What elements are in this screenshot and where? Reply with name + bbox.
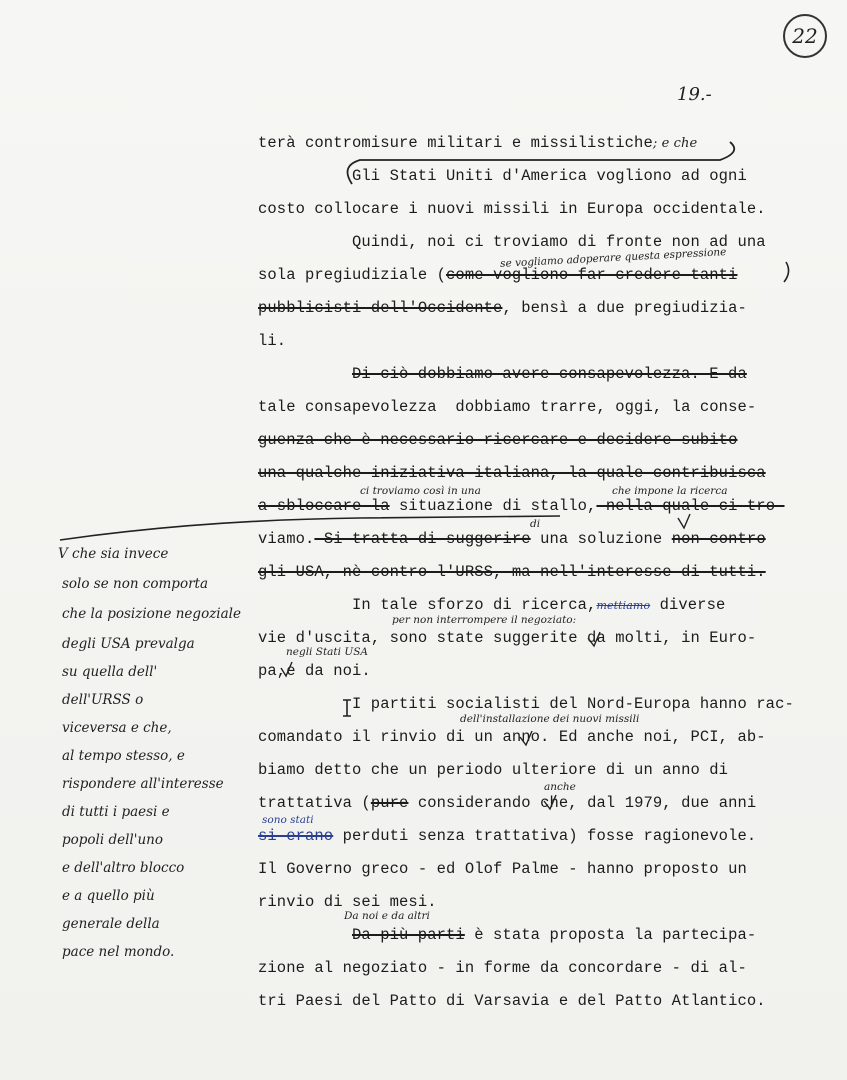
- typed-line: Quindi, noi ci troviamo di fronte non ad una: [352, 233, 766, 251]
- typed-line: terà contromisure militari e missilistiche; e che: [258, 134, 698, 152]
- typed-line: sola pregiudiziale (come vogliono far credere tanti: [258, 266, 738, 284]
- typed-line: pubblicisti dell'Occidente, bensì a due pregiudizia-: [258, 299, 747, 317]
- insertion-missili: dell'installazione dei nuovi missili: [460, 713, 640, 725]
- insertion-che-impone: che impone la ricerca: [612, 485, 728, 497]
- typed-line: In tale sforzo di ricerca,mettiamo diverse: [352, 596, 726, 614]
- typed-line: viamo. Si tratta di suggerire una soluzione non contro: [258, 530, 766, 548]
- caret-mark-2: [588, 632, 600, 646]
- folio-number: 19.-: [677, 84, 712, 105]
- typed-line: I partiti socialisti del Nord-Europa hanno rac-: [352, 695, 794, 713]
- typed-line: Gli Stati Uniti d'America vogliono ad ogni: [352, 167, 747, 185]
- typed-line-struck: gli USA, nè contro l'URSS, ma nell'interesse di tutti.: [258, 563, 766, 581]
- document-page: 22 19.- terà contromisure militari e missilistiche; e che Gli Stati Uniti d'America vogliono ad ogni costo collocare i nuovi missili in Europa occidentale. Quindi, noi ci troviamo di fronte non ad una se vogliamo adoperare questa espressione sola pregiudiziale (come vogliono far credere tanti pubblicisti dell'Occidente, bensì a due pregiudizia- li. Di ciò dobbiamo avere consapevolezza. E da tale consapevolezza dobbiamo trarre, oggi, la conse- guenza che è necessario ricercare e decidere subito una qualche iniziativa italiana, la quale contribuisca ci troviamo così in una che impone la ricerca a sbloccare la situazione di stallo, nella quale ci tro- di viamo. Si tratta di suggerire una soluzione non contro gli USA, nè contro l'URSS, ma nell'interesse di tutti. In tale sforzo di ricerca,mettiamo diverse per non interrompere il negoziato: vie d'uscita, sono state suggerite da molti, in Euro- negli Stati USA pa,e da noi. I partiti socialisti del Nord-Europa hanno rac- dell'installazione dei nuovi missili comandato il rinvio di un anno. Ed anche noi, PCI, ab- biamo detto che un periodo ulteriore di un anno di anche trattativa (pure considerando che, dal 1979, due anni sono stati si erano perduti senza trattativa) fosse ragionevole. Il Governo greco - ed Olof Palme - hanno proposto un rinvio di sei mesi. Da noi e da altri Da più parti è stata proposta la partecipa- zione al negoziato - in forme da concordare - di al- tri Paesi del Patto di Varsavia e del Patto Atlantico. V che sia invece solo se non comporta che la posizione negoziale degli USA prevalga su quella dell' dell'URSS o viceversa e che, al tempo stesso, e rispondere all'interesse di tutti i paesi e popoli dell'uno e dell'altro blocco e a quello più generale della pace nel mondo.: [0, 0, 847, 1080]
- typed-line: a sbloccare la situazione di stallo, nella quale ci tro-: [258, 497, 785, 515]
- caret-mark-3: [281, 662, 292, 676]
- paragraph-mark: [343, 700, 351, 716]
- bracket-arc-top: [348, 142, 735, 184]
- typed-line: rinvio di sei mesi.: [258, 893, 437, 911]
- insertion-e-che: ; e che: [652, 136, 698, 151]
- page-number-circle: 22: [783, 14, 827, 58]
- typed-line: trattativa (pure considerando che, dal 1979, due anni: [258, 794, 757, 812]
- typed-line: zione al negoziato - in forme da concordare - di al-: [258, 959, 747, 977]
- typed-line: tri Paesi del Patto di Varsavia e del Patto Atlantico.: [258, 992, 766, 1010]
- insertion-sono-stati: sono stati: [262, 814, 314, 826]
- typed-line: Il Governo greco - ed Olof Palme - hanno proposto un: [258, 860, 747, 878]
- insertion-negoziato: per non interrompere il negoziato:: [392, 614, 577, 626]
- insertion-da-noi: Da noi e da altri: [344, 910, 430, 922]
- paren-arc: [784, 262, 789, 282]
- typed-line-struck: guenza che è necessario ricercare e decidere subito: [258, 431, 738, 449]
- insertion-usa: negli Stati USA: [286, 646, 368, 658]
- caret-mark-4: [520, 731, 532, 745]
- typed-line: pa,e da noi.: [258, 662, 371, 680]
- insertion-ci-troviamo: ci troviamo così in una: [360, 485, 481, 497]
- typed-line: costo collocare i nuovi missili in Europa occidentale.: [258, 200, 766, 218]
- typed-line: Da più parti è stata proposta la partecipa-: [352, 926, 757, 944]
- typed-line: li.: [258, 332, 287, 350]
- insertion-mettiamo: mettiamo: [596, 599, 651, 612]
- typed-line: si erano perduti senza trattativa) fosse ragionevole.: [258, 827, 757, 845]
- insertion-di: di: [530, 518, 541, 530]
- typed-line: tale consapevolezza dobbiamo trarre, oggi, la conse-: [258, 398, 757, 416]
- insertion-line-margin: [60, 516, 560, 540]
- caret-mark-1: [678, 514, 690, 528]
- typed-line: comandato il rinvio di un anno. Ed anche noi, PCI, ab-: [258, 728, 766, 746]
- typed-line: vie d'uscita, sono state suggerite da molti, in Euro-: [258, 629, 757, 647]
- insertion-expression: se vogliamo adoperare questa espressione: [499, 246, 727, 270]
- typed-line-struck: Di ciò dobbiamo avere consapevolezza. E da: [352, 365, 747, 383]
- insertion-anche: anche: [544, 781, 576, 793]
- typed-line-struck: una qualche iniziativa italiana, la quale contribuisca: [258, 464, 766, 482]
- caret-mark-5: [544, 795, 556, 809]
- typed-line: biamo detto che un periodo ulteriore di un anno di: [258, 761, 729, 779]
